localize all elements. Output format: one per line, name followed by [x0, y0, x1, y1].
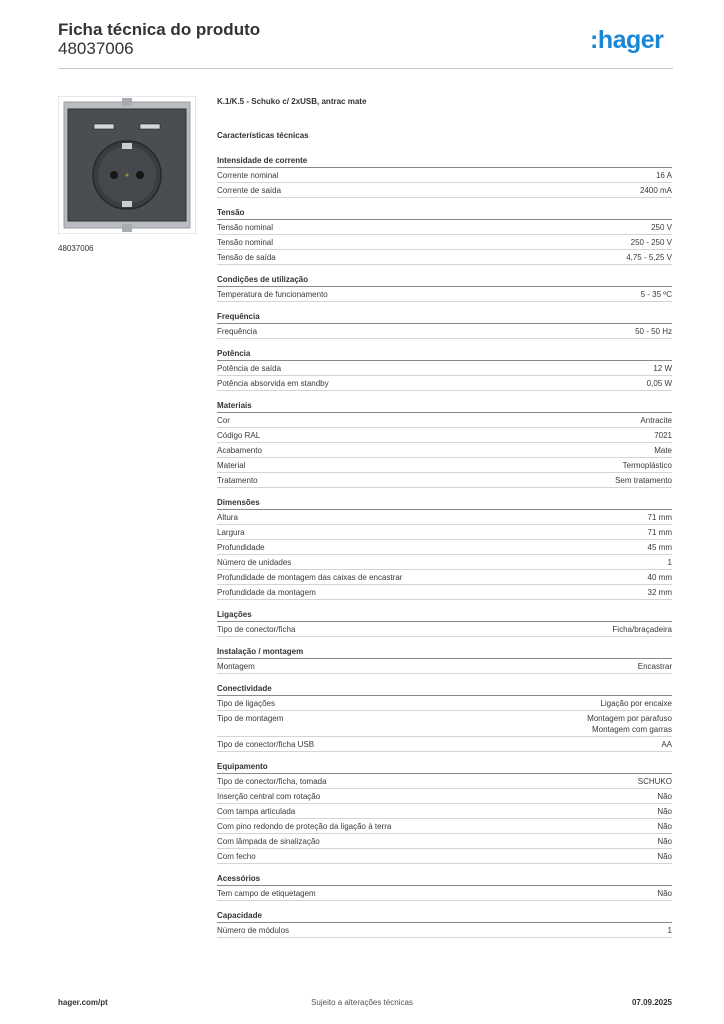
spec-label: Profundidade — [217, 543, 265, 552]
spec-label: Acabamento — [217, 446, 262, 455]
spec-value: 50 - 50 Hz — [635, 327, 672, 336]
spec-group-title: Acessórios — [217, 873, 672, 886]
spec-row — [217, 183, 672, 198]
spec-value: 16 A — [655, 171, 672, 180]
spec-value: Mate — [654, 446, 672, 455]
spec-row — [217, 555, 672, 570]
spec-row — [217, 287, 672, 302]
spec-group-title: Ligações — [217, 609, 672, 622]
spec-group-title: Equipamento — [217, 761, 672, 774]
spec-label: Inserção central com rotação — [217, 792, 321, 801]
spec-row — [217, 849, 672, 864]
spec-value: 0,05 W — [646, 379, 672, 388]
spec-label: Montagem — [217, 662, 255, 671]
footer-date: 07.09.2025 — [631, 998, 672, 1007]
spec-group-title: Materiais — [217, 400, 672, 413]
spec-value: Antracite — [640, 416, 672, 425]
spec-label: Profundidade de montagem das caixas de encastrar — [217, 573, 403, 582]
spec-row — [217, 737, 672, 752]
specs-table — [217, 155, 672, 938]
spec-label: Tensão de saída — [217, 253, 276, 262]
spec-label: Potência absorvida em standby — [217, 379, 329, 388]
spec-row — [217, 376, 672, 391]
spec-value: 2400 mA — [639, 186, 672, 195]
spec-label: Tipo de montagem — [217, 714, 284, 723]
spec-row — [217, 510, 672, 525]
spec-row — [217, 789, 672, 804]
spec-label: Material — [217, 461, 246, 470]
spec-row — [217, 443, 672, 458]
group-spacer — [217, 302, 672, 311]
spec-label: Frequência — [217, 327, 258, 336]
spec-value: 4,75 - 5,25 V — [626, 253, 672, 262]
spec-group — [217, 274, 672, 311]
group-spacer — [217, 637, 672, 646]
group-spacer — [217, 488, 672, 497]
hager-logo-text: :hager — [590, 26, 664, 54]
spec-row — [217, 413, 672, 428]
spec-group-title: Condições de utilização — [217, 274, 672, 287]
spec-group — [217, 348, 672, 400]
spec-value: Encastrar — [637, 662, 672, 671]
group-spacer — [217, 752, 672, 761]
product-code: 48037006 — [58, 39, 134, 58]
spec-value: 32 mm — [647, 588, 672, 597]
header-divider — [58, 68, 673, 69]
spec-group — [217, 646, 672, 683]
spec-value: SCHUKO — [637, 777, 672, 786]
product-title: K.1/K.5 - Schuko c/ 2xUSB, antrac mate — [217, 97, 367, 106]
spec-label: Tensão nominal — [217, 223, 274, 232]
spec-row — [217, 804, 672, 819]
spec-row — [217, 250, 672, 265]
spec-label: Número de unidades — [217, 558, 292, 567]
spec-value: Não — [657, 807, 672, 816]
spec-label: Tratamento — [217, 476, 258, 485]
spec-label: Corrente de saída — [217, 186, 282, 195]
spec-row — [217, 458, 672, 473]
pin-hole-icon — [136, 171, 144, 179]
spec-group-title: Potência — [217, 348, 672, 361]
group-spacer — [217, 901, 672, 910]
product-image — [58, 96, 196, 234]
spec-value: Não — [657, 822, 672, 831]
spec-label: Tipo de conector/ficha USB — [217, 740, 315, 749]
spec-value: 1 — [667, 926, 672, 935]
spec-group — [217, 400, 672, 497]
spec-label: Com lâmpada de sinalização — [217, 837, 320, 846]
spec-group-title: Instalação / montagem — [217, 646, 672, 659]
spec-row — [217, 696, 672, 711]
spec-value: Não — [657, 889, 672, 898]
spec-value: 12 W — [653, 364, 672, 373]
spec-label: Tipo de conector/ficha, tomada — [217, 777, 327, 786]
spec-group-title: Conectividade — [217, 683, 672, 696]
spec-label: Cor — [217, 416, 230, 425]
spec-group — [217, 207, 672, 274]
specs-heading: Características técnicas — [217, 131, 309, 140]
spec-label: Código RAL — [217, 431, 261, 440]
usb-port-icon — [140, 124, 160, 129]
spec-row — [217, 168, 672, 183]
spec-group — [217, 910, 672, 938]
spec-row — [217, 659, 672, 674]
spec-value: 5 - 35 ºC — [640, 290, 672, 299]
spec-value: Ficha/braçadeira — [612, 625, 672, 634]
spec-row — [217, 819, 672, 834]
spec-group-title: Intensidade de corrente — [217, 155, 672, 168]
spec-group-title: Capacidade — [217, 910, 672, 923]
spec-value: 71 mm — [647, 528, 672, 537]
spec-row — [217, 220, 672, 235]
spec-group — [217, 155, 672, 207]
spec-label: Com pino redondo de proteção da ligação à terra — [217, 822, 392, 831]
spec-label: Temperatura de funcionamento — [217, 290, 328, 299]
spec-value: AA — [661, 740, 672, 749]
spec-value: 40 mm — [647, 573, 672, 582]
spec-row — [217, 361, 672, 376]
spec-group — [217, 497, 672, 609]
spec-row — [217, 622, 672, 637]
group-spacer — [217, 339, 672, 348]
hager-logo — [590, 26, 674, 56]
spec-value: Não — [657, 837, 672, 846]
spec-group — [217, 761, 672, 873]
spec-row — [217, 525, 672, 540]
group-spacer — [217, 391, 672, 400]
spec-label: Número de módulos — [217, 926, 290, 935]
spec-value: Não — [657, 852, 672, 861]
spec-label: Potência de saída — [217, 364, 282, 373]
usb-port-icon — [94, 124, 114, 129]
spec-label: Com fecho — [217, 852, 256, 861]
spec-row — [217, 235, 672, 250]
group-spacer — [217, 265, 672, 274]
group-spacer — [217, 864, 672, 873]
spec-group-title: Dimensões — [217, 497, 672, 510]
spec-value: 7021 — [654, 431, 672, 440]
spec-value: Ligação por encaixe — [600, 699, 672, 708]
spec-label: Largura — [217, 528, 245, 537]
group-spacer — [217, 674, 672, 683]
spec-group — [217, 609, 672, 646]
spec-group — [217, 311, 672, 348]
pin-hole-icon — [110, 171, 118, 179]
spec-row — [217, 540, 672, 555]
spec-label: Tipo de conector/ficha — [217, 625, 296, 634]
image-caption: 48037006 — [58, 244, 94, 253]
spec-value: Sem tratamento — [615, 476, 672, 485]
spec-row — [217, 570, 672, 585]
spec-label: Altura — [217, 513, 238, 522]
spec-value: 45 mm — [647, 543, 672, 552]
spec-value: 71 mm — [647, 513, 672, 522]
spec-group — [217, 683, 672, 761]
page-title: Ficha técnica do produto — [58, 20, 261, 39]
spec-value: Montagem por parafuso Montagem com garras — [587, 714, 672, 734]
spec-row — [217, 428, 672, 443]
footer-disclaimer: Sujeito a alterações técnicas — [311, 998, 413, 1007]
group-spacer — [217, 198, 672, 207]
spec-row — [217, 711, 672, 737]
spec-value: Não — [657, 792, 672, 801]
spec-row — [217, 886, 672, 901]
spec-value: 250 V — [651, 223, 672, 232]
spec-row — [217, 774, 672, 789]
spec-value: Termoplástico — [622, 461, 672, 470]
spec-row — [217, 324, 672, 339]
spec-group — [217, 873, 672, 910]
spec-label: Corrente nominal — [217, 171, 279, 180]
spec-row — [217, 923, 672, 938]
spec-row — [217, 473, 672, 488]
spec-label: Tipo de ligações — [217, 699, 275, 708]
footer-website[interactable]: hager.com/pt — [58, 998, 108, 1007]
spec-group-title: Frequência — [217, 311, 672, 324]
spec-row — [217, 585, 672, 600]
spec-group-title: Tensão — [217, 207, 672, 220]
group-spacer — [217, 600, 672, 609]
spec-label: Tensão nominal — [217, 238, 274, 247]
spec-value: 1 — [667, 558, 672, 567]
spec-label: Com tampa articulada — [217, 807, 296, 816]
spec-label: Tem campo de etiquetagem — [217, 889, 316, 898]
spec-row — [217, 834, 672, 849]
spec-value: 250 - 250 V — [630, 238, 672, 247]
spec-label: Profundidade da montagem — [217, 588, 316, 597]
